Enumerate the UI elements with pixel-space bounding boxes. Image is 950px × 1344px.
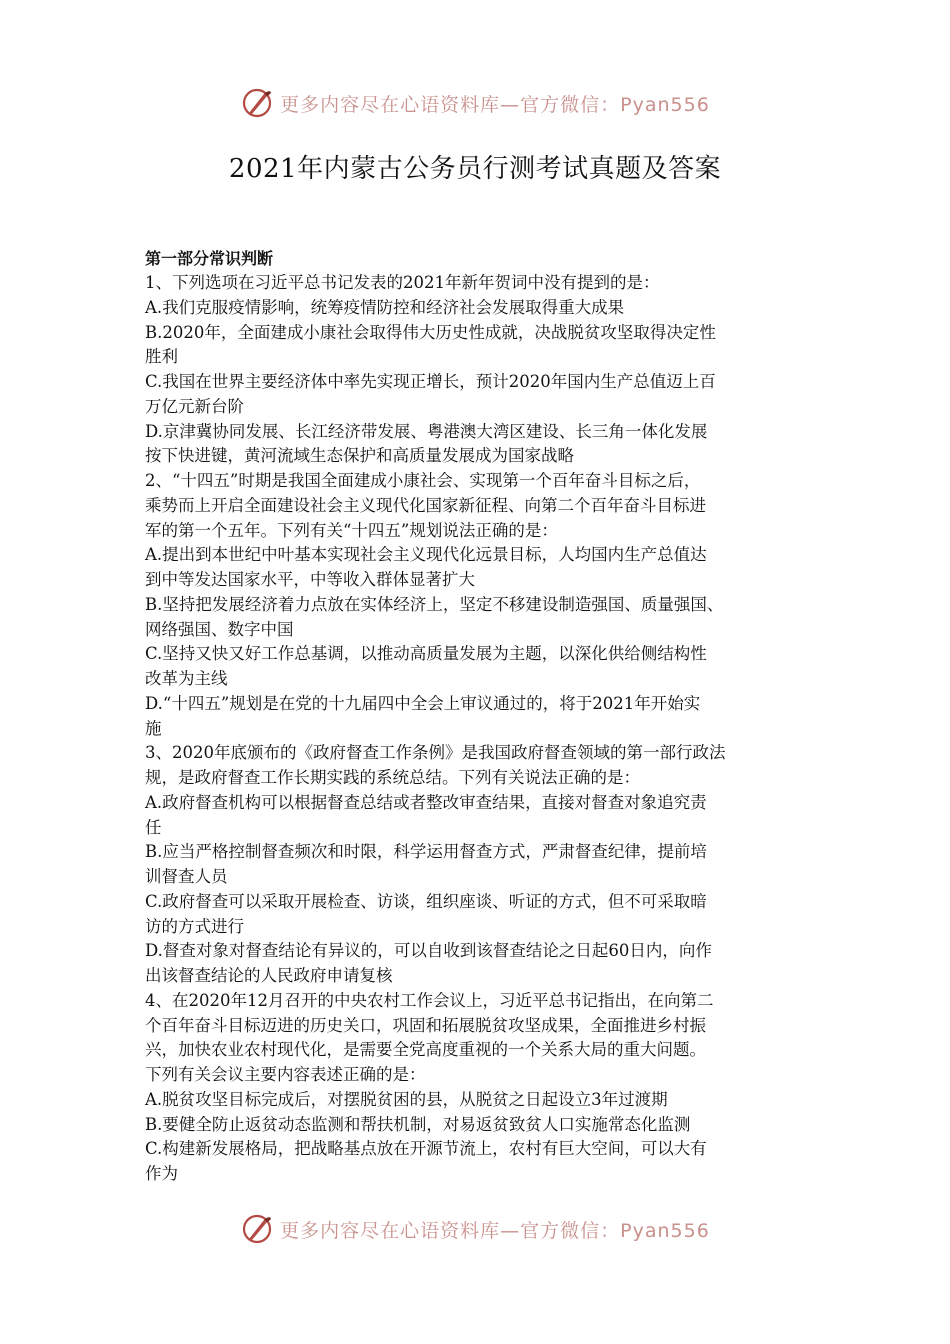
text-line: D.督查对象对督查结论有异议的，可以自收到该督查结论之日起60日内，向作 xyxy=(145,941,712,961)
text-line: 任 xyxy=(145,817,162,837)
text-line: D.京津冀协同发展、长江经济带发展、粤港澳大湾区建设、长三角一体化发展 xyxy=(145,421,708,441)
document-body xyxy=(145,246,810,1187)
text-line: 兴，加快农业农村现代化，是需要全党高度重视的一个关系大局的重大问题。 xyxy=(145,1040,706,1060)
text-line: 2、“十四五”时期是我国全面建成小康社会、实现第一个百年奋斗目标之后， xyxy=(145,471,701,490)
text-line: 出该督查结论的人民政府申请复核 xyxy=(145,966,393,985)
text-line: 到中等发达国家水平，中等收入群体显著扩大 xyxy=(145,570,475,589)
text-line: A.提出到本世纪中叶基本实现社会主义现代化远景目标，人均国内生产总值达 xyxy=(145,545,707,565)
text-line: 网络强国、数字中国 xyxy=(145,619,294,639)
text-line: A.脱贫攻坚目标完成后，对摆脱贫困的县，从脱贫之日起设立3年过渡期 xyxy=(145,1089,668,1109)
text-line: C.我国在世界主要经济体中率先实现正增长，预计2020年国内生产总值迈上百 xyxy=(145,372,716,391)
text-line: 乘势而上开启全面建设社会主义现代化国家新征程、向第二个百年奋斗目标进 xyxy=(145,495,706,515)
text-line: 1、下列选项在习近平总书记发表的2021年新年贺词中没有提到的是： xyxy=(145,273,660,292)
text-line: B.2020年，全面建成小康社会取得伟大历史性成就，决战脱贫攻坚取得决定性 xyxy=(145,322,716,342)
text-line: 4、在2020年12月召开的中央农村工作会议上，习近平总书记指出，在向第二 xyxy=(145,990,714,1010)
text-line: C.政府督查可以采取开展检查、访谈，组织座谈、听证的方式，但不可采取暗 xyxy=(145,891,707,911)
top-watermark-banner xyxy=(0,83,950,123)
text-line: 万亿元新台阶 xyxy=(145,396,244,416)
watermark-text: 更多内容尽在心语资料库—官方微信：Pyan556 xyxy=(280,93,710,116)
text-line: 改革为主线 xyxy=(145,669,228,688)
text-line: 胜利 xyxy=(145,347,178,367)
text-line: 军的第一个五年。下列有关“十四五”规划说法正确的是： xyxy=(145,520,558,540)
text-line: A.我们克服疫情影响，统筹疫情防控和经济社会发展取得重大成果 xyxy=(145,297,625,317)
quill-pen-logo-icon xyxy=(240,1212,274,1246)
section-title: 第一部分常识判断 xyxy=(145,249,274,268)
watermark-text: 更多内容尽在心语资料库—官方微信：Pyan556 xyxy=(280,1219,710,1242)
page-title: 2021年内蒙古公务员行测考试真题及答案 xyxy=(228,154,722,184)
text-line: C.坚持又快又好工作总基调，以推动高质量发展为主题，以深化供给侧结构性 xyxy=(145,644,707,664)
text-line: 作为 xyxy=(145,1164,178,1183)
bottom-watermark-banner xyxy=(0,1209,950,1249)
text-line: 规，是政府督查工作长期实践的系统总结。下列有关说法正确的是： xyxy=(145,768,640,787)
text-line: 施 xyxy=(145,718,162,738)
text-line: 个百年奋斗目标迈进的历史关口，巩固和拓展脱贫攻坚成果，全面推进乡村振 xyxy=(145,1015,706,1035)
text-line: 访的方式进行 xyxy=(145,916,244,936)
text-line: A.政府督查机构可以根据督查总结或者整改审查结果，直接对督查对象追究责 xyxy=(145,792,707,812)
text-line: 按下快进键，黄河流域生态保护和高质量发展成为国家战略 xyxy=(145,446,574,466)
quill-pen-logo-icon xyxy=(240,86,274,120)
text-line: D.“十四五”规划是在党的十九届四中全会上审议通过的，将于2021年开始实 xyxy=(145,693,701,713)
text-line: B.应当严格控制督查频次和时限，科学运用督查方式，严肃督查纪律，提前培 xyxy=(145,842,707,862)
text-line: 3、2020年底颁布的《政府督查工作条例》是我国政府督查领域的第一部行政法 xyxy=(145,743,726,763)
text-line: 下列有关会议主要内容表述正确的是： xyxy=(145,1065,426,1084)
text-line: B.要健全防止返贫动态监测和帮扶机制，对易返贫致贫人口实施常态化监测 xyxy=(145,1114,691,1134)
text-line: B.坚持把发展经济着力点放在实体经济上，坚定不移建设制造强国、质量强国、 xyxy=(145,594,724,614)
text-line: 训督查人员 xyxy=(145,867,228,886)
text-line: C.构建新发展格局，把战略基点放在开源节流上，农村有巨大空间，可以大有 xyxy=(145,1139,707,1159)
